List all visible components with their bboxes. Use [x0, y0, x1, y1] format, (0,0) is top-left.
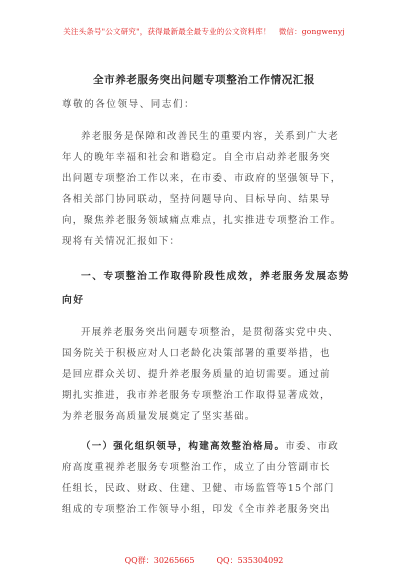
paragraph-line	[62, 436, 352, 457]
paragraph-line: 府高度重视养老服务专项整治工作，成立了由分管副市长	[62, 462, 331, 473]
document-title: 全市养老服务突出问题专项整治工作情况汇报	[93, 74, 315, 86]
subsection-heading: （一）强化组织领导，构建高效整治格局。	[81, 441, 286, 452]
paragraph-line: 年人的晚年幸福和社会和谐稳定。自全市启动养老服务突	[62, 152, 331, 163]
paragraph-line: 国务院关于积极应对人口老龄化决策部署的重要举措，也	[62, 348, 331, 359]
paragraph-subsection-1	[62, 436, 352, 520]
paragraph-line: 组成的专项整治工作领导小组，印发《全市养老服务突出	[62, 504, 331, 515]
paragraph-text: 市委、市政	[285, 441, 340, 452]
paragraph-line: 是回应群众关切、提升养老服务质量的迫切需要。通过前	[62, 369, 331, 380]
paragraph-section1	[62, 322, 352, 427]
paragraph-line: 为养老服务高质量发展奠定了坚实基础。	[62, 411, 256, 422]
paragraph-line: 期扎实推进，我市养老服务专项整治工作取得显著成效，	[62, 390, 331, 401]
heading-line: 一、专项整治工作取得阶段性成效，养老服务发展态势	[81, 271, 350, 282]
paragraph-line: 开展养老服务突出问题专项整治，是贯彻落实党中央、	[81, 327, 340, 338]
header-promo-banner	[0, 26, 408, 37]
section-heading-1	[62, 265, 352, 313]
paragraph-line: 各相关部门协同联动，坚持问题导向、目标导向、结果导	[62, 194, 331, 205]
footer-qq: QQ：535304092	[216, 556, 284, 565]
paragraph-intro	[62, 126, 352, 252]
paragraph-line: 任组长，民政、财政、住建、卫健、市场监管等15个部门	[62, 483, 335, 494]
paragraph-line: 现将有关情况汇报如下：	[62, 236, 181, 247]
header-wechat-text: 微信：gongwenyj	[278, 27, 345, 36]
salutation: 尊敬的各位领导、同志们：	[62, 99, 196, 110]
header-follow-text: 关注头条号"公文研究"，获得最新最全最专业的公文资料库！	[63, 27, 271, 36]
paragraph-line: 向，聚焦养老服务领域痛点难点，扎实推进专项整治工作。	[62, 215, 342, 226]
paragraph-line: 养老服务是保障和改善民生的重要内容，关系到广大老	[81, 131, 340, 142]
heading-line: 向好	[62, 295, 85, 306]
paragraph-line: 出问题专项整治工作以来，在市委、市政府的坚强领导下，	[62, 173, 342, 184]
footer-qq-group: QQ群：30265665	[124, 556, 195, 565]
footer-contact	[0, 555, 408, 566]
